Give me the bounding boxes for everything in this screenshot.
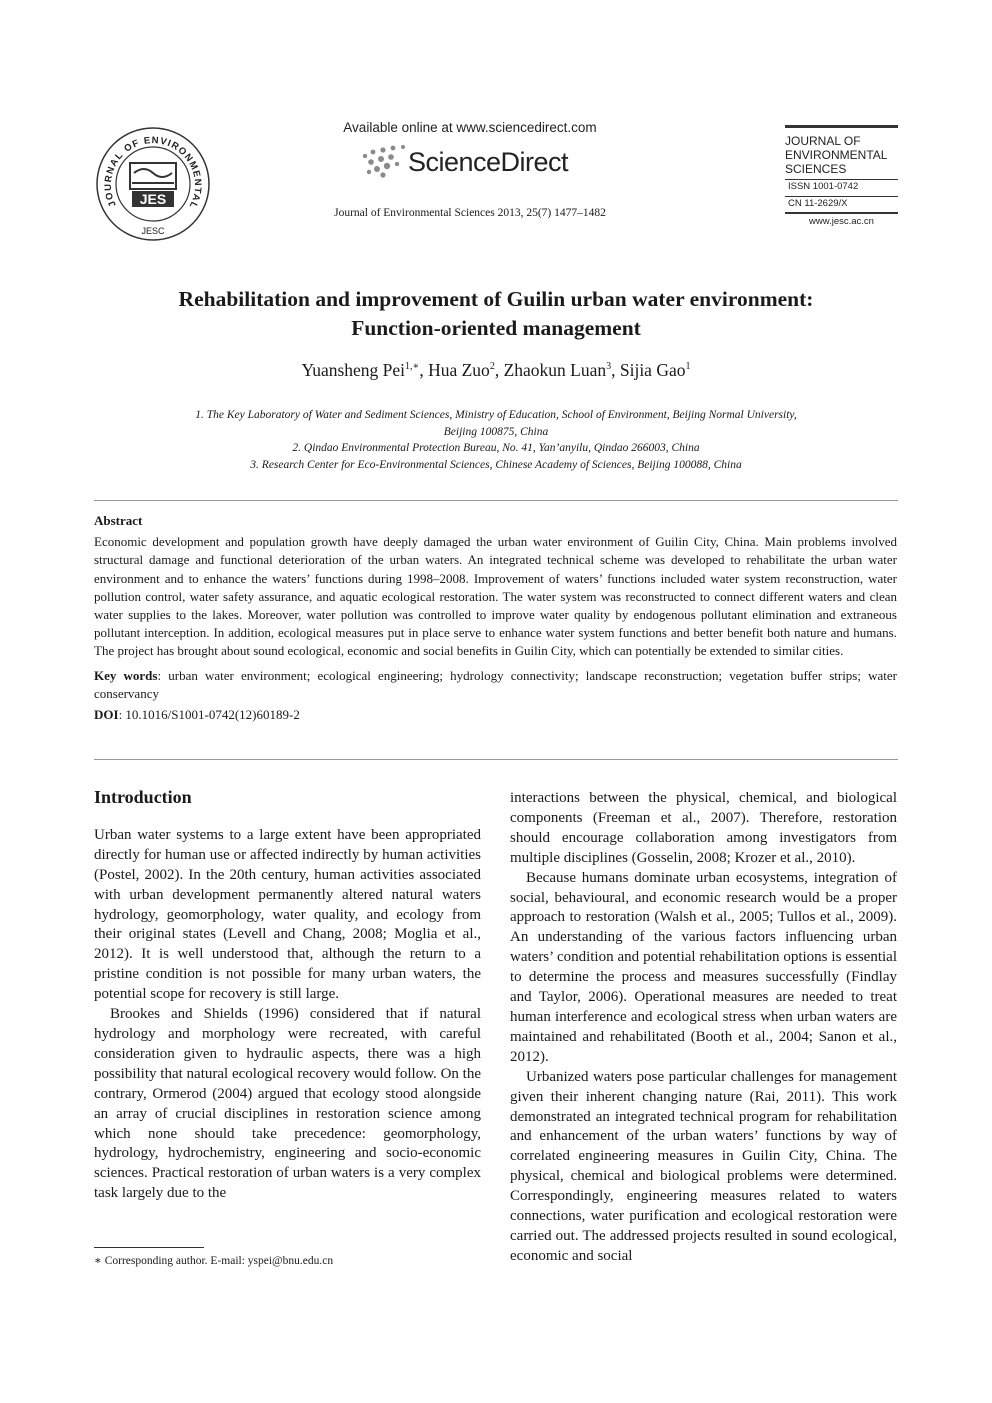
corresponding-author-footnote: ∗ Corresponding author. E-mail: yspei@bnu.edu.cn [94,1255,334,1267]
journal-name-line-1: JOURNAL OF [785,134,861,148]
introduction-heading: Introduction [94,787,192,807]
journal-box-bottom-rule [785,212,898,214]
journal-citation: Journal of Environmental Sciences 2013, 25(7) 1477–1482 [334,207,606,219]
author-name: Zhaokun Luan [503,360,607,380]
sciencedirect-block [300,120,640,177]
journal-url[interactable]: www.jesc.ac.cn [809,216,874,227]
doi-value[interactable]: : 10.1016/S1001-0742(12)60189-2 [118,707,300,723]
body-paragraph: interactions between the physical, chemical, and biological components (Freeman et al., 2007). Therefore, restoration should encourage collaboration among investigators from multiple disciplines (Gosselin, 2008; Krozer et al., 2010). [510,790,897,866]
abstract-body: Economic development and population growth have deeply damaged the urban water environment of Guilin City, China. Main problems involved structural damage and functional deterioration of the urban waters. An integrated technical scheme was developed to rehabilitate the urban water environment and to enhance the waters’ functions during 1998–2008. Improvement of waters’ functions included water system reconstruction, water pollution control, water safety assurance, and aquatic ecological restoration. The water system was reconstructed to connect different waters and clean water supplies to the lakes. Moreover, water pollution was controlled to improve water quality by endogenous pollutant elimination and extraneous pollutant interception. In addition, ecological measures put in place serve to enhance water system functions and better benefit both nature and humans. The project has brought about sound ecological, economic and social benefits in Guilin City, which can potentially be extended to similar cities. [94,534,897,659]
seal-sub: JESC [141,226,165,236]
journal-seal-logo [92,127,214,245]
paper-title [95,285,897,343]
body-paragraph: Because humans dominate urban ecosystems, integration of social, behavioural, and economic research would be a proper approach to restoration (Walsh et al., 2005; Tullos et al., 2009). An understanding of the various factors influencing urban waters’ condition and potential rehabilitation options is essential to determine the process and measures successfully (Findlay and Taylor, 2006). Operational measures are needed to treat human interference and ecological stress when urban waters are maintained and rehabilitated (Booth et al., 2004; Sanon et al., 2012). [510,869,897,1065]
affiliation-line: 3. Research Center for Eco-Environmental Sciences, Chinese Academy of Sciences, Beijing 100088, China [250,458,742,471]
seal-abbr: JES [139,191,167,207]
journal-box-divider [785,179,898,180]
body-paragraph: Urbanized waters pose particular challenges for management given their inherent changing nature (Rai, 2011). This work demonstrated an integrated technical program for rehabilitation and enhancement of the urban waters’ functions by way of correlated engineering measures in Guilin City, China. The physical, chemical and biological problems were determined. Correspondingly, engineering measures related to waters connections, water purification and ecological restoration were carried out. The addressed projects resulted in sound ecological, economic and social [510,1068,897,1264]
section-divider-bottom [94,759,898,760]
sciencedirect-wordmark: ScienceDirect [408,147,569,177]
section-divider-top [94,500,898,501]
affiliations [120,407,872,473]
abstract-section [94,512,897,724]
journal-cn: CN 11-2629/X [788,198,848,209]
journal-box-divider [785,196,898,197]
doi [94,706,897,724]
affiliation-line: 2. Qindao Environmental Protection Bureau, No. 41, Yan’anyilu, Qindao 266003, China [292,442,700,454]
keywords-text: : urban water environment; ecological engineering; hydrology connectivity; landscape reconstruction; vegetation buffer strips; water conservancy [94,667,897,701]
author-affil-sup: 1 [685,361,691,372]
journal-name-line-3: SCIENCES [785,162,847,176]
body-paragraph: Brookes and Shields (1996) considered that if natural hydrology and morphology were recreated, with careful consideration given to hydraulic aspects, there was a high possibility that natural ecological recovery would follow. On the contrary, Ormerod (2004) argued that ecology stood alongside an array of crucial disciplines in restoration science among which none should take precedence: geomorphology, hydrology, hydrochemistry, engineering and socio-economic sciences. Practical restoration of urban waters is a very complex task largely due to the [94,1006,481,1202]
available-online-text[interactable]: Available online at www.sciencedirect.com [343,120,597,135]
author-name: Sijia Gao [619,360,686,380]
author-affil-sup: 3 [606,361,612,372]
body-paragraph: Urban water systems to a large extent have been appropriated directly for human use or affected indirectly by human activities (Postel, 2002). In the 20th century, human activities associated with urban development permanently altered natural waters hydrology, geomorphology, water quality, and ecology from their original states (Levell and Chang, 2008; Moglia et al., 2012). It is well understood that, although the return to a pristine condition is not possible for many urban waters, the potential scope for recovery is still large. [94,826,481,1003]
seal-ring-text: JOURNAL OF ENVIRONMENTAL [102,134,204,211]
author-sep: , [611,360,620,380]
title-line-2: Function-oriented management [351,316,641,340]
author-affil-sup: 1,∗ [405,361,420,372]
title-line-1: Rehabilitation and improvement of Guilin urban water environment: [178,287,814,311]
author-list [95,360,897,381]
doi-label: DOI [94,707,119,723]
author-sep: , [494,360,504,380]
keywords [94,667,897,703]
left-column [94,788,481,1204]
keywords-label: Key words [94,667,158,683]
journal-name-line-2: ENVIRONMENTAL [785,148,888,162]
footnote-rule [94,1247,204,1248]
journal-issn: ISSN 1001-0742 [788,181,859,192]
right-column [510,789,897,1267]
abstract-heading: Abstract [94,513,143,528]
author-name: Yuansheng Pei [301,360,406,380]
journal-info-box [785,125,898,227]
author-affil-sup: 2 [489,361,495,372]
journal-box-top-rule [785,125,898,128]
affiliation-line: 1. The Key Laboratory of Water and Sediment Sciences, Ministry of Education, School of Environment, Beijing Normal University, [195,409,797,421]
author-name: Hua Zuo [428,360,490,380]
affiliation-line: Beijing 100875, China [443,425,549,438]
author-sep: , [419,360,429,380]
